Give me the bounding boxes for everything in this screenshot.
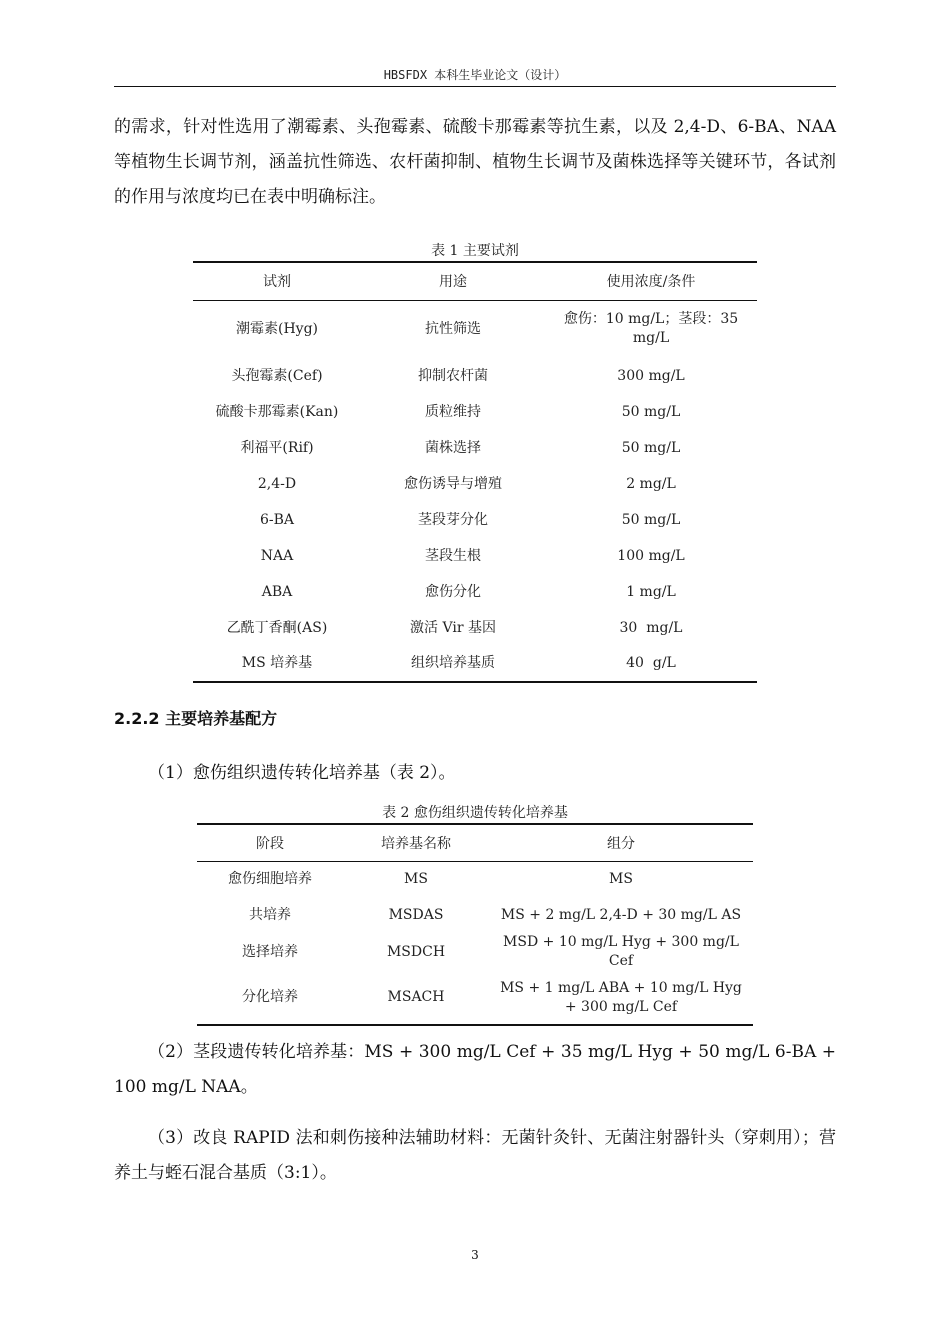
table-cell: 选择培养 xyxy=(242,943,298,960)
table-cell: MSD + 10 mg/L Hyg + 300 mg/L Cef xyxy=(503,934,739,969)
table-row xyxy=(193,394,757,430)
table-cell: MS xyxy=(404,870,428,887)
table-cell: 利福平(Rif) xyxy=(240,439,314,456)
table-cell: MS + 1 mg/L ABA + 10 mg/L Hyg + 300 mg/L Cef xyxy=(500,979,742,1015)
table-cell: 100 mg/L xyxy=(617,547,685,564)
table-cell: 组织培养基质 xyxy=(411,655,495,671)
table-cell: 30 mg/L xyxy=(619,619,683,636)
table-cell: ABA xyxy=(261,583,293,600)
table-cell: NAA xyxy=(260,547,294,564)
table-cell: 质粒维持 xyxy=(425,403,481,420)
table-cell: 50 mg/L xyxy=(621,511,681,528)
table-row xyxy=(197,861,753,897)
running-header: HBSFDX 本科生毕业论文（设计） xyxy=(383,68,567,82)
table-cell: 300 mg/L xyxy=(617,367,685,384)
table-cell: 1 mg/L xyxy=(626,583,676,600)
table-cell: MS 培养基 xyxy=(241,655,313,671)
table1-header-purpose: 用途 xyxy=(439,274,467,291)
table1-header-reagent: 试剂 xyxy=(263,274,291,291)
table-cell: 硫酸卡那霉素(Kan) xyxy=(215,403,339,420)
table-cell: 共培养 xyxy=(249,906,291,923)
table-row xyxy=(197,897,753,933)
item-1-text: （1）愈伤组织遗传转化培养基（表 2）。 xyxy=(148,763,456,783)
table1-caption: 表 1 主要试剂 xyxy=(431,243,519,259)
table-cell: MS + 2 mg/L 2,4-D + 30 mg/L AS xyxy=(500,906,742,923)
table-row xyxy=(193,610,757,646)
header-divider xyxy=(114,86,836,87)
item-3-text: （3）改良 RAPID 法和刺伤接种法辅助材料：无菌针灸针、无菌注射器针头（穿刺用）；营养土与蛭石混合基质（3:1）。 xyxy=(114,1128,836,1183)
table-cell: 激活 Vir 基因 xyxy=(410,619,496,636)
table-row xyxy=(193,502,757,538)
section-heading: 2.2.2 主要培养基配方 xyxy=(114,709,278,728)
table2-header-medium-name: 培养基名称 xyxy=(381,835,451,852)
item-2-text: （2）茎段遗传转化培养基：MS + 300 mg/L Cef + 35 mg/L Hyg + 50 mg/L 6-BA + 100 mg/L NAA。 xyxy=(114,1042,836,1097)
table-cell: 抗性筛选 xyxy=(425,320,481,337)
table-cell: 40 g/L xyxy=(626,655,676,671)
table-cell: MSACH xyxy=(387,989,445,1005)
table1-header-concentration: 使用浓度/条件 xyxy=(606,274,696,291)
table-row xyxy=(193,300,757,358)
table-cell: 愈伤分化 xyxy=(425,583,481,600)
table-cell: 2 mg/L xyxy=(626,475,676,492)
table2-caption: 表 2 愈伤组织遗传转化培养基 xyxy=(382,805,568,821)
table-cell: 头孢霉素(Cef) xyxy=(231,367,323,384)
reagents-table xyxy=(193,261,757,683)
table-cell: MSDCH xyxy=(386,943,446,960)
table-cell: MS xyxy=(609,870,633,887)
table-cell: 分化培养 xyxy=(242,989,298,1005)
intro-paragraph: 的需求，针对性选用了潮霉素、头孢霉素、硫酸卡那霉素等抗生素，以及 2,4-D、6-BA、NAA 等植物生长调节剂，涵盖抗性筛选、农杆菌抑制、植物生长调节及菌株选择等关键环节，各试剂的作用与浓度均已在表中明确标注。 xyxy=(114,117,836,207)
table-cell: 乙酰丁香酮(AS) xyxy=(226,619,328,636)
callus-media-table xyxy=(197,823,753,1026)
table-row xyxy=(193,538,757,574)
table-row xyxy=(193,574,757,610)
table-row xyxy=(193,430,757,466)
table-cell: 菌株选择 xyxy=(425,439,481,456)
table-cell: 茎段芽分化 xyxy=(418,511,488,528)
table-cell: MSDAS xyxy=(388,906,444,923)
table-cell: 50 mg/L xyxy=(621,439,681,456)
table-row xyxy=(193,646,757,682)
page-number: 3 xyxy=(471,1248,479,1262)
table-cell: 抑制农杆菌 xyxy=(418,367,488,384)
table-cell: 茎段生根 xyxy=(425,547,481,564)
table-row xyxy=(197,971,753,1025)
table-cell: 愈伤：10 mg/L；茎段：35 mg/L xyxy=(563,311,739,347)
table-cell: 2,4-D xyxy=(257,475,297,492)
table-cell: 愈伤细胞培养 xyxy=(228,870,312,887)
table-cell: 6-BA xyxy=(259,511,295,528)
table-row xyxy=(197,933,753,971)
table-cell: 50 mg/L xyxy=(621,403,681,420)
table-row xyxy=(193,358,757,394)
table-cell: 愈伤诱导与增殖 xyxy=(404,475,502,492)
table2-header-components: 组分 xyxy=(607,835,635,852)
table2-header-stage: 阶段 xyxy=(256,835,284,852)
table-cell: 潮霉素(Hyg) xyxy=(235,320,318,337)
table-row xyxy=(193,466,757,502)
